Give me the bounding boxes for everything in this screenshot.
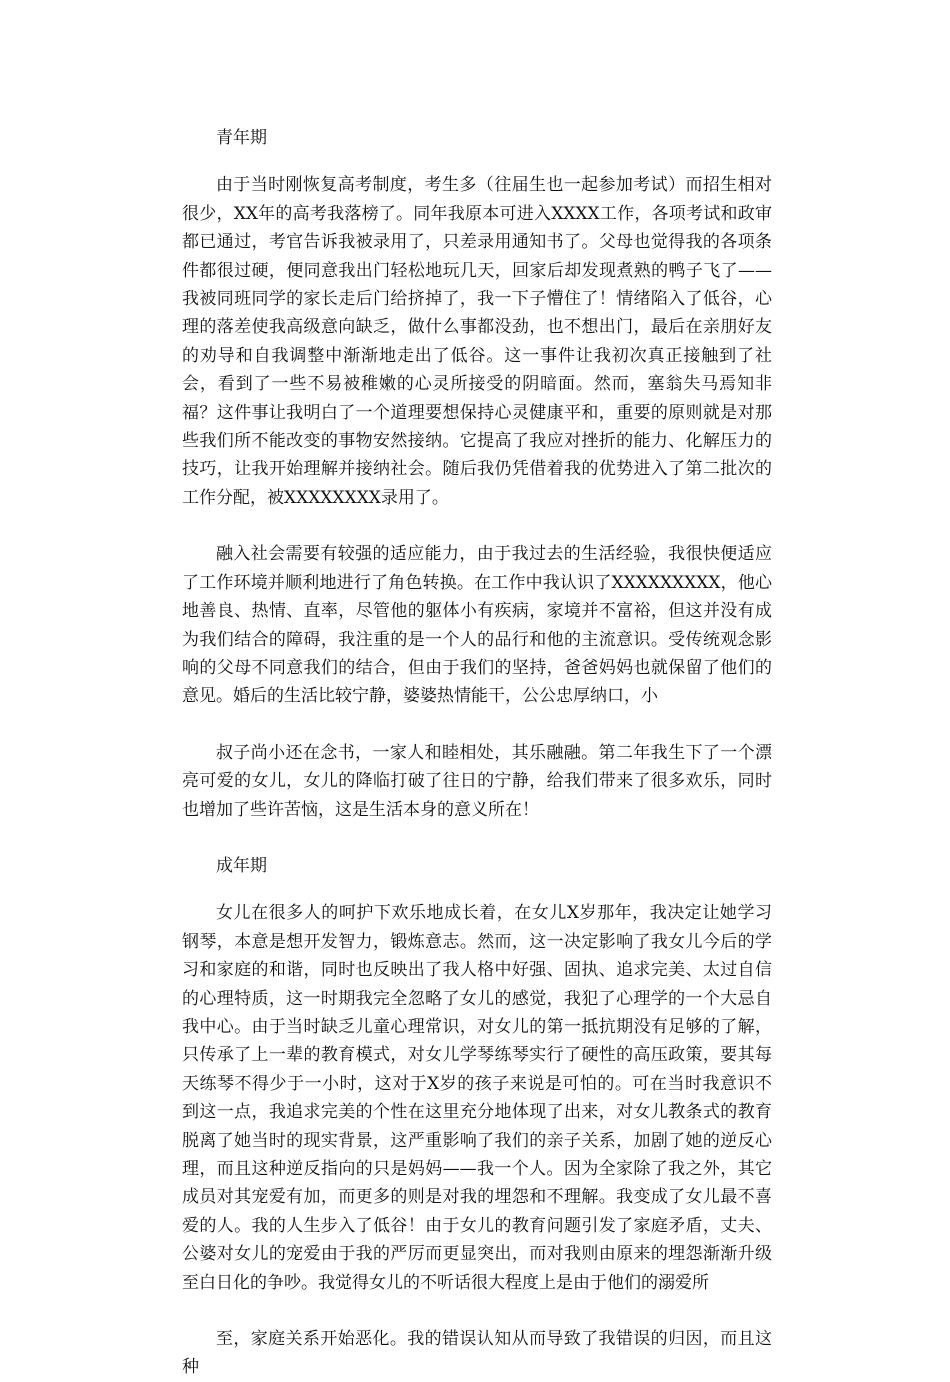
paragraph: 融入社会需要有较强的适应能力，由于我过去的生活经验，我很快便适应了工作环境并顺利地进行了角色转换。在工作中我认识了XXXXXXXXX，他心地善良、热情、直率，尽管他的躯体小有疾病，家境并不富裕，但这并没有成为我们结合的障碍，我注重的是一个人的品行和他的主流意识。受传统观念影响的父母不同意我们的结合，但由于我们的坚持，爸爸妈妈也就保留了他们的意见。婚后的生活比较宁静，婆婆热情能干，公公忠厚纳口，小 (182, 544, 772, 707)
paragraph: 由于当时刚恢复高考制度，考生多（往届生也一起参加考试）而招生相对很少，XX年的高考我落榜了。同年我原本可进入XXXX工作，各项考试和政审都已通过，考官告诉我被录用了，只差录用通知书了。父母也觉得我的各项条件都很过硬，便同意我出门轻松地玩几天，回家后却发现煮熟的鸭子飞了——我被同班同学的家长走后门给挤掉了，我一下子懵住了！情绪陷入了低谷，心理的落差使我高级意向缺乏，做什么事都没劲，也不想出门，最后在亲朋好友的劝导和自我调整中渐渐地走出了低谷。这一事件让我初次真正接触到了社会，看到了一些不易被稚嫩的心灵所接受的阴暗面。然而，塞翁失马焉知非福？这件事让我明白了一个道理要想保持心灵健康平和，重要的原则就是对那些我们所不能改变的事物安然接纳。它提高了我应对挫折的能力、化解压力的技巧，让我开始理解并接纳社会。随后我仍凭借着我的优势进入了第二批次的工作分配，被XXXXXXXX录用了。 (182, 175, 772, 508)
paragraph: 叔子尚小还在念书，一家人和睦相处，其乐融融。第二年我生下了一个漂亮可爱的女儿，女儿的降临打破了往日的宁静，给我们带来了很多欢乐，同时也增加了些许苦恼，这是生活本身的意义所在！ (182, 742, 772, 820)
paragraph: 女儿在很多人的呵护下欢乐地成长着，在女儿X岁那年，我决定让她学习钢琴，本意是想开发智力，锻炼意志。然而，这一决定影响了我女儿今后的学习和家庭的和谐，同时也反映出了我人格中好强、固执、追求完美、太过自信的心理特质，这一时期我完全忽略了女儿的感觉，我犯了心理学的一个大忌自我中心。由于当时缺乏儿童心理常识，对女儿的第一抵抗期没有足够的了解，只传承了上一辈的教育模式，对女儿学琴练琴实行了硬性的高压政策，要其每天练琴不得少于一小时，这对于X岁的孩子来说是可怕的。可在当时我意识不到这一点，我追求完美的个性在这里充分地体现了出来，对女儿教条式的教育脱离了她当时的现实背景，这严重影响了我们的亲子关系，加剧了她的逆反心理，而且这种逆反指向的只是妈妈——我一个人。因为全家除了我之外，其它成员对其宠爱有加，而更多的则是对我的埋怨和不理解。我变成了女儿最不喜爱的人。我的人生步入了低谷！由于女儿的教育问题引发了家庭矛盾，丈夫、公婆对女儿的宠爱由于我的严厉而更显突出，而对我则由原来的埋怨渐渐升级至白日化的争吵。我觉得女儿的不听话很大程度上是由于他们的溺爱所 (182, 903, 772, 1293)
section-heading-youth: 青年期 (216, 128, 267, 148)
paragraph: 至，家庭关系开始恶化。我的错误认知从而导致了我错误的归因，而且这种 (182, 1329, 772, 1378)
section-heading-adulthood: 成年期 (216, 855, 267, 876)
document-body (182, 124, 772, 1382)
